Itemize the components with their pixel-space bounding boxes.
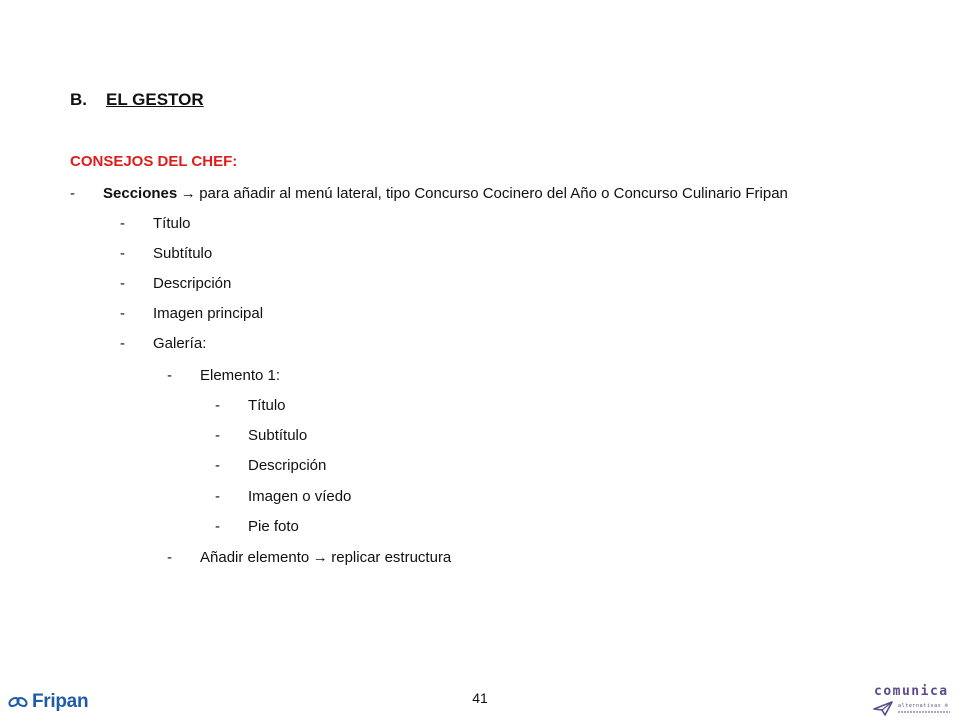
comunica-subtext: alternativas ® [898, 703, 949, 709]
item-text: Descripción [248, 457, 327, 474]
consejos-heading: CONSEJOS DEL CHEF: [70, 153, 238, 170]
item-text: Título [248, 397, 286, 414]
item-text: Imagen principal [153, 305, 264, 322]
bullet-dash: - [120, 275, 125, 292]
comunica-wordmark: comunica [874, 684, 949, 699]
fripan-logo [8, 689, 88, 715]
logo-underline [898, 710, 950, 714]
bullet-dash: - [167, 549, 172, 566]
bullet-dash: - [215, 397, 220, 414]
paper-plane-icon [872, 699, 894, 717]
outline-item-level4 [215, 486, 351, 508]
bullet-dash: - [70, 185, 75, 202]
outline-item-level4 [215, 516, 299, 538]
secciones-text: para añadir al menú lateral, tipo Concurso Cocinero del Año o Concurso Culinario Fripan [199, 185, 788, 202]
arrow-right-icon: → [312, 549, 328, 566]
outline-item-level4 [215, 425, 307, 447]
bullet-dash: - [215, 488, 220, 505]
bullet-dash: - [167, 367, 172, 384]
fripan-knot-icon [8, 694, 28, 710]
item-text: Descripción [153, 275, 232, 292]
item-text: Elemento 1: [200, 367, 281, 384]
bullet-dash: - [120, 305, 125, 322]
fripan-wordmark: Fripan [32, 691, 89, 712]
bullet-dash: - [120, 215, 125, 232]
item-text: Añadir elemento [200, 549, 310, 566]
item-text: Pie foto [248, 518, 299, 535]
outline-item-level2 [120, 243, 212, 265]
comunica-logo [868, 684, 954, 718]
section-title: EL GESTOR [106, 90, 204, 109]
bullet-dash: - [215, 518, 220, 535]
page-number: 41 [472, 690, 488, 706]
outline-item-secciones [70, 183, 788, 205]
bullet-dash: - [120, 335, 125, 352]
item-text: Subtítulo [248, 427, 308, 444]
item-text: Subtítulo [153, 245, 213, 262]
outline-item-level2 [120, 213, 191, 235]
item-text: Galería: [153, 335, 207, 352]
outline-item-level2 [120, 303, 263, 325]
bullet-dash: - [215, 427, 220, 444]
outline-item-level4 [215, 455, 326, 477]
outline-item-level2 [120, 333, 206, 355]
item-text: Título [153, 215, 191, 232]
outline-item-elemento [167, 365, 280, 387]
section-heading [70, 90, 204, 110]
secciones-label: Secciones [103, 185, 178, 202]
arrow-right-icon: → [180, 185, 196, 202]
section-letter: B. [70, 90, 87, 109]
bullet-dash: - [215, 457, 220, 474]
item-text: replicar estructura [331, 549, 452, 566]
outline-item-level2 [120, 273, 231, 295]
item-text: Imagen o víedo [248, 488, 352, 505]
outline-item-level4 [215, 395, 286, 417]
outline-item-anadir [167, 547, 451, 569]
bullet-dash: - [120, 245, 125, 262]
